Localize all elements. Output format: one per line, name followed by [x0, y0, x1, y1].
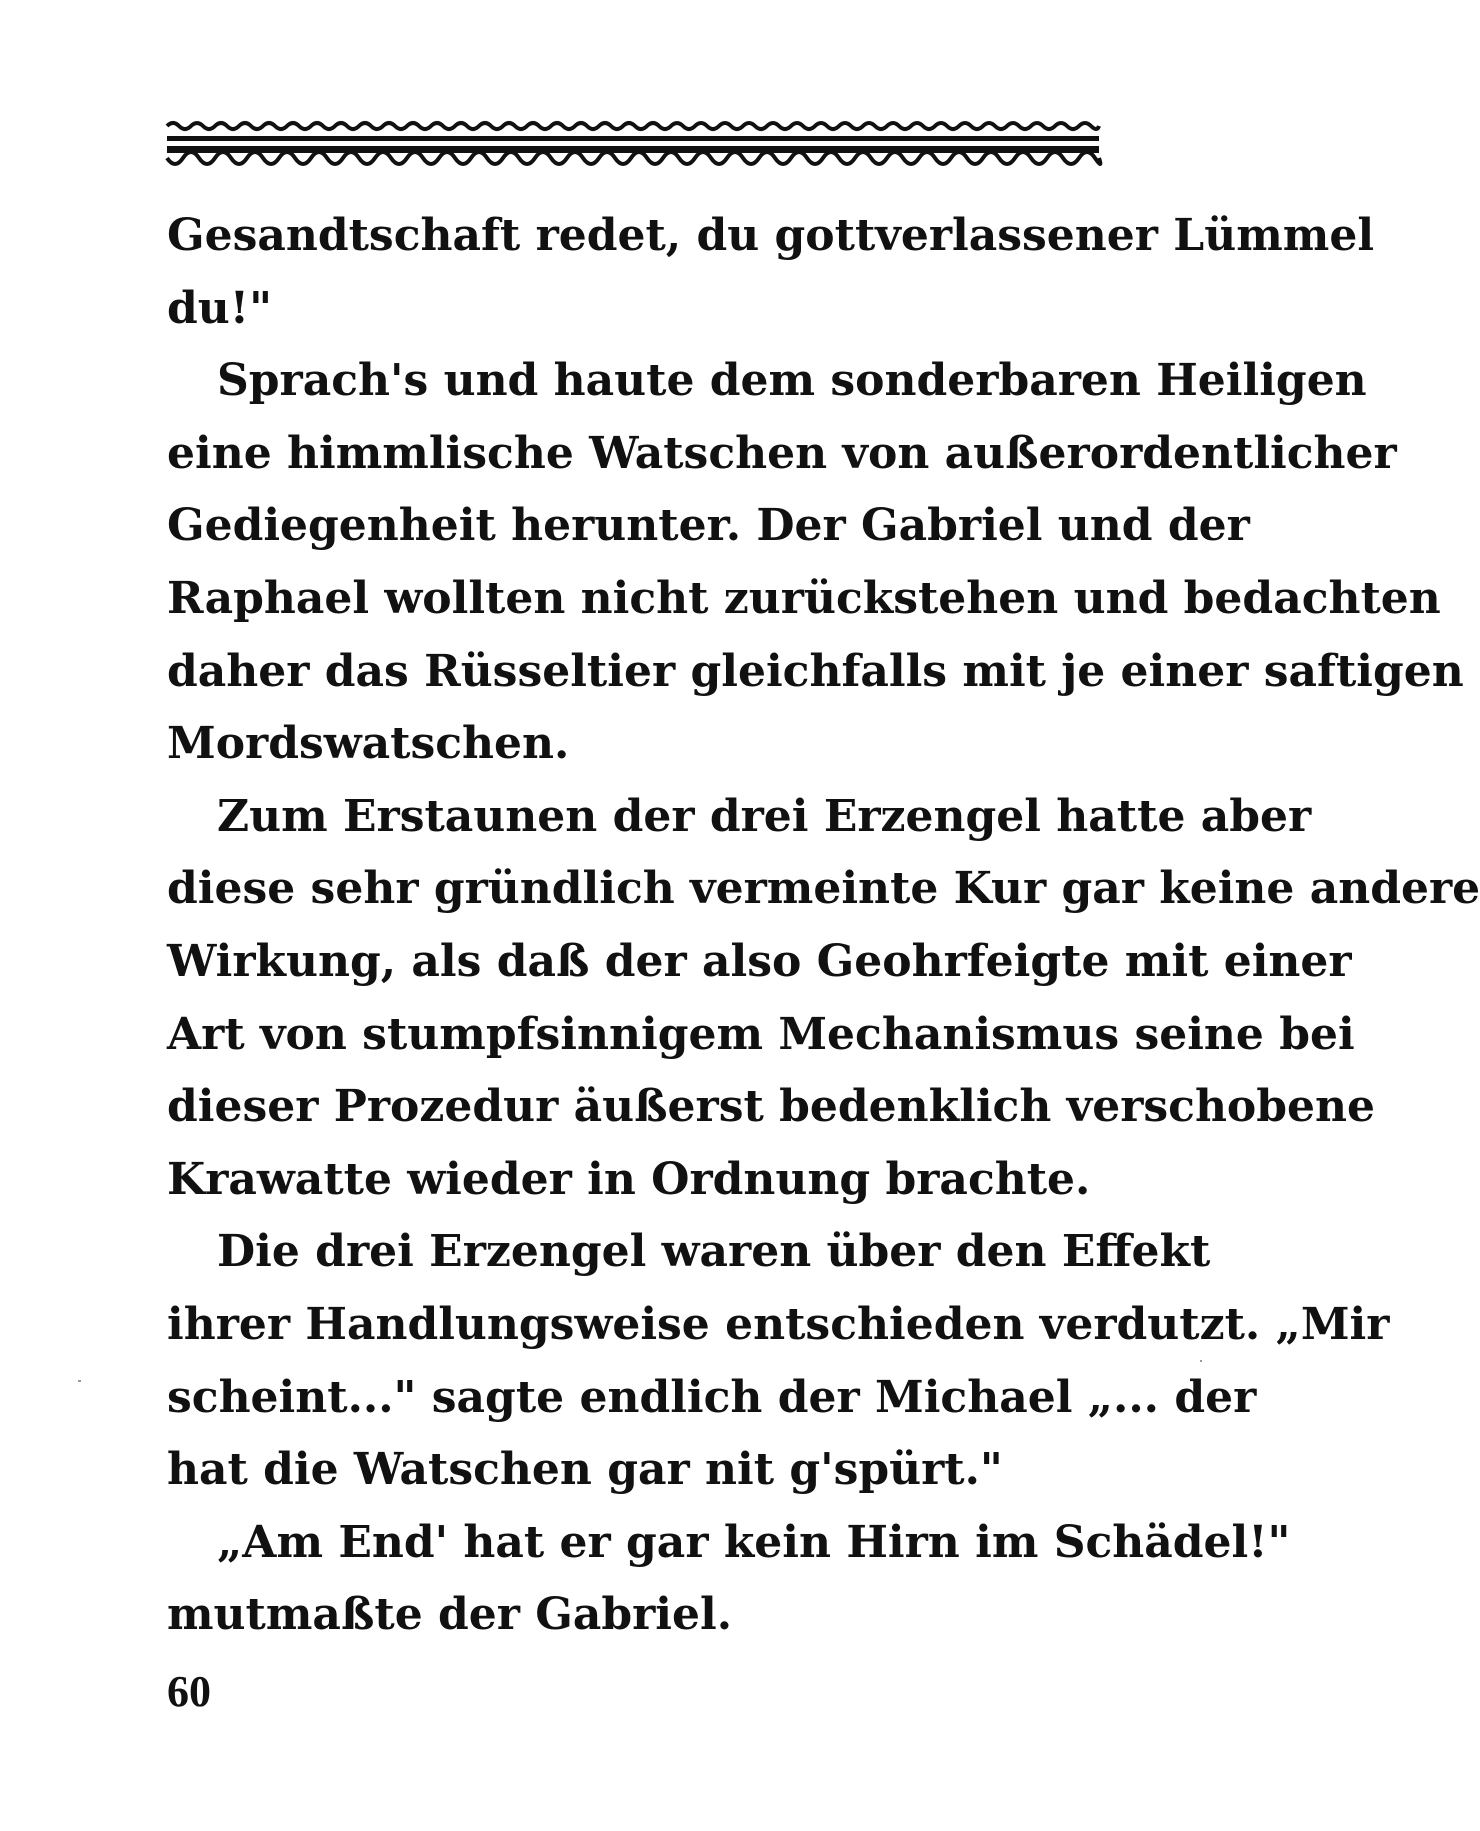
text-line: Wirkung, als daß der also Geohrfeigte mit einer: [167, 935, 1352, 987]
scan-speck: [78, 1380, 81, 1382]
text-line: hat die Watschen gar nit g'spürt.": [167, 1444, 1003, 1496]
text-line: Zum Erstaunen der drei Erzengel hatte aber: [217, 790, 1312, 842]
text-line: diese sehr gründlich vermeinte Kur gar keine andere: [167, 863, 1480, 915]
page-number: 60: [167, 1667, 211, 1716]
text-line: Gesandtschaft redet, du gottverlassener Lümmel: [167, 210, 1375, 261]
text-line: du!": [167, 282, 272, 334]
text-line: Art von stumpfsinnigem Mechanismus seine bei: [167, 1008, 1355, 1060]
text-line: dieser Prozedur äußerst bedenklich verschobene: [167, 1081, 1376, 1133]
text-line: eine himmlische Watschen von außerordentlicher: [167, 427, 1397, 479]
text-line: daher das Rüsseltier gleichfalls mit je einer saftigen: [167, 645, 1464, 697]
scan-speck: [1200, 1360, 1202, 1362]
text-line: Sprach's und haute dem sonderbaren Heiligen: [217, 355, 1367, 407]
decorative-header-ornament: [167, 118, 1099, 176]
text-line: „Am End' hat er gar kein Hirn im Schädel!": [217, 1516, 1291, 1568]
text-line: Die drei Erzengel waren über den Effekt: [217, 1226, 1211, 1278]
body-text: [167, 200, 1480, 1652]
text-line: Mordswatschen.: [167, 718, 570, 770]
text-line: ihrer Handlungsweise entschieden verdutzt. „Mir: [167, 1298, 1390, 1350]
text-line: mutmaßte der Gabriel.: [167, 1589, 733, 1641]
text-line: scheint..." sagte endlich der Michael „... der: [167, 1371, 1257, 1423]
text-line: Raphael wollten nicht zurückstehen und bedachten: [167, 572, 1441, 624]
text-line: Gediegenheit herunter. Der Gabriel und der: [167, 500, 1250, 552]
text-line: Krawatte wieder in Ordnung brachte.: [167, 1153, 1091, 1205]
